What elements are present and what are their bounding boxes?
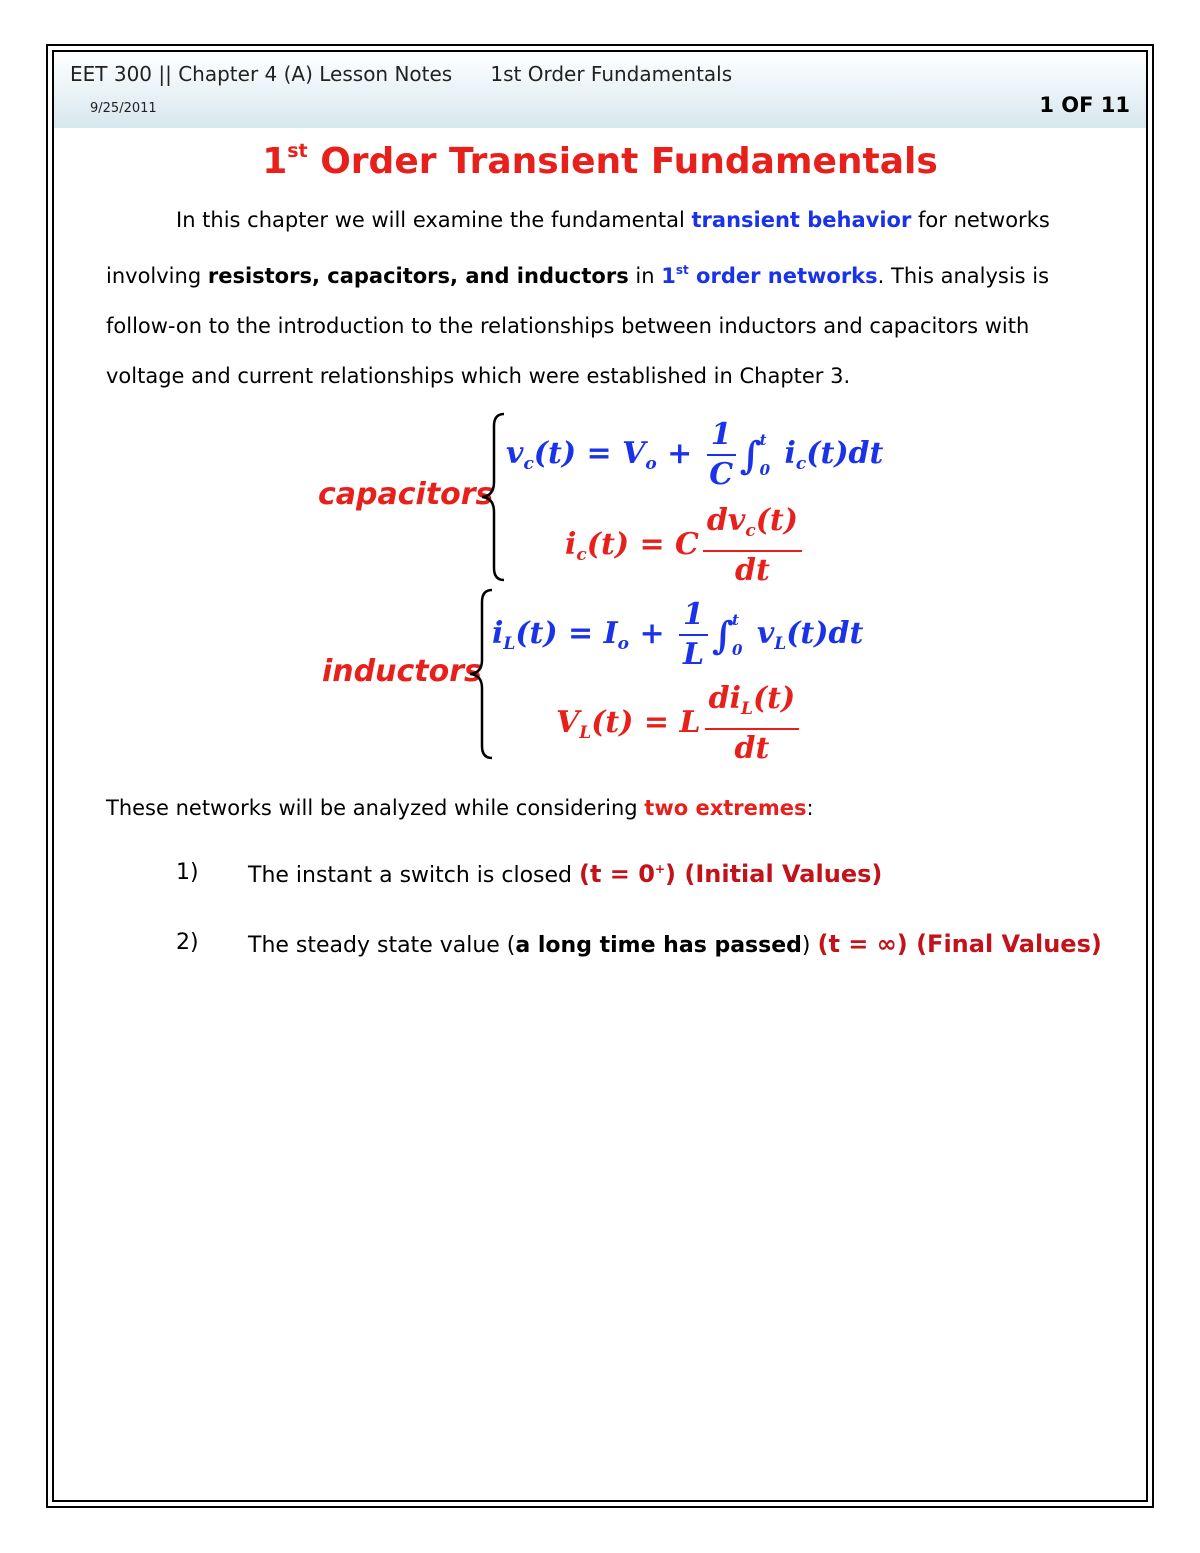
order-sup: st xyxy=(675,263,689,277)
intro-text-2: for networks involving xyxy=(106,208,1050,288)
inductor-voltage-equation: $V_L(t) = L$ $\frac{di_L(t)}{dt}$ xyxy=(556,680,803,768)
two-extremes-term: two extremes xyxy=(644,796,807,820)
intro-text-4: . This analysis is follow-on to the introduction to the relationships between inductors and capacitors with voltage and current relationships which were established in Chapter 3. xyxy=(106,264,1050,388)
capacitor-voltage-equation: $v_c(t) = V_o$ + $\frac{1}{C}$ ∫ t 0 $i_c(t)dt$ xyxy=(506,417,884,492)
intro-text-3: in xyxy=(628,264,662,288)
item-number: 1) xyxy=(176,860,199,885)
capacitors-brace xyxy=(478,412,508,582)
page-title xyxy=(0,140,1200,182)
capacitor-current-equation: $i_c(t) = C$ $\frac{dv_c(t)}{dt}$ xyxy=(565,502,806,590)
intro-paragraph xyxy=(106,195,1106,401)
capacitors-label: capacitors xyxy=(318,477,494,512)
page-number: 1 OF 11 xyxy=(1039,93,1130,117)
intro-text-1: In this chapter we will examine the fundamental xyxy=(176,208,692,232)
list-item xyxy=(176,860,1076,894)
item-number: 2) xyxy=(176,930,199,955)
header-date: 9/25/2011 xyxy=(90,101,157,116)
order-num: 1 xyxy=(661,264,676,288)
title-text: Order Transient Fundamentals xyxy=(307,141,938,182)
inductor-current-equation: $i_L(t) = I_o$ + $\frac{1}{L}$ ∫ t 0 $v_L(t)dt$ xyxy=(492,597,864,672)
item-text: The instant a switch is closed (t = 0+) (Initial Values) xyxy=(248,860,883,888)
components-term: resistors, capacitors, and inductors xyxy=(207,264,629,288)
transient-behavior-term: transient behavior xyxy=(691,208,912,232)
header-title: EET 300 || Chapter 4 (A) Lesson Notes 1st Order Fundamentals xyxy=(70,62,733,86)
list-item xyxy=(176,930,1102,964)
title-prefix: 1 xyxy=(262,141,288,182)
extremes-line: These networks will be analyzed while considering two extremes: xyxy=(106,796,814,820)
inductors-label: inductors xyxy=(322,654,482,689)
title-sup: st xyxy=(287,140,308,162)
item-text: The steady state value (a long time has passed) (t = ∞) (Final Values) xyxy=(248,930,1102,958)
order-networks-term xyxy=(661,264,877,288)
order-text: order networks xyxy=(688,264,878,288)
